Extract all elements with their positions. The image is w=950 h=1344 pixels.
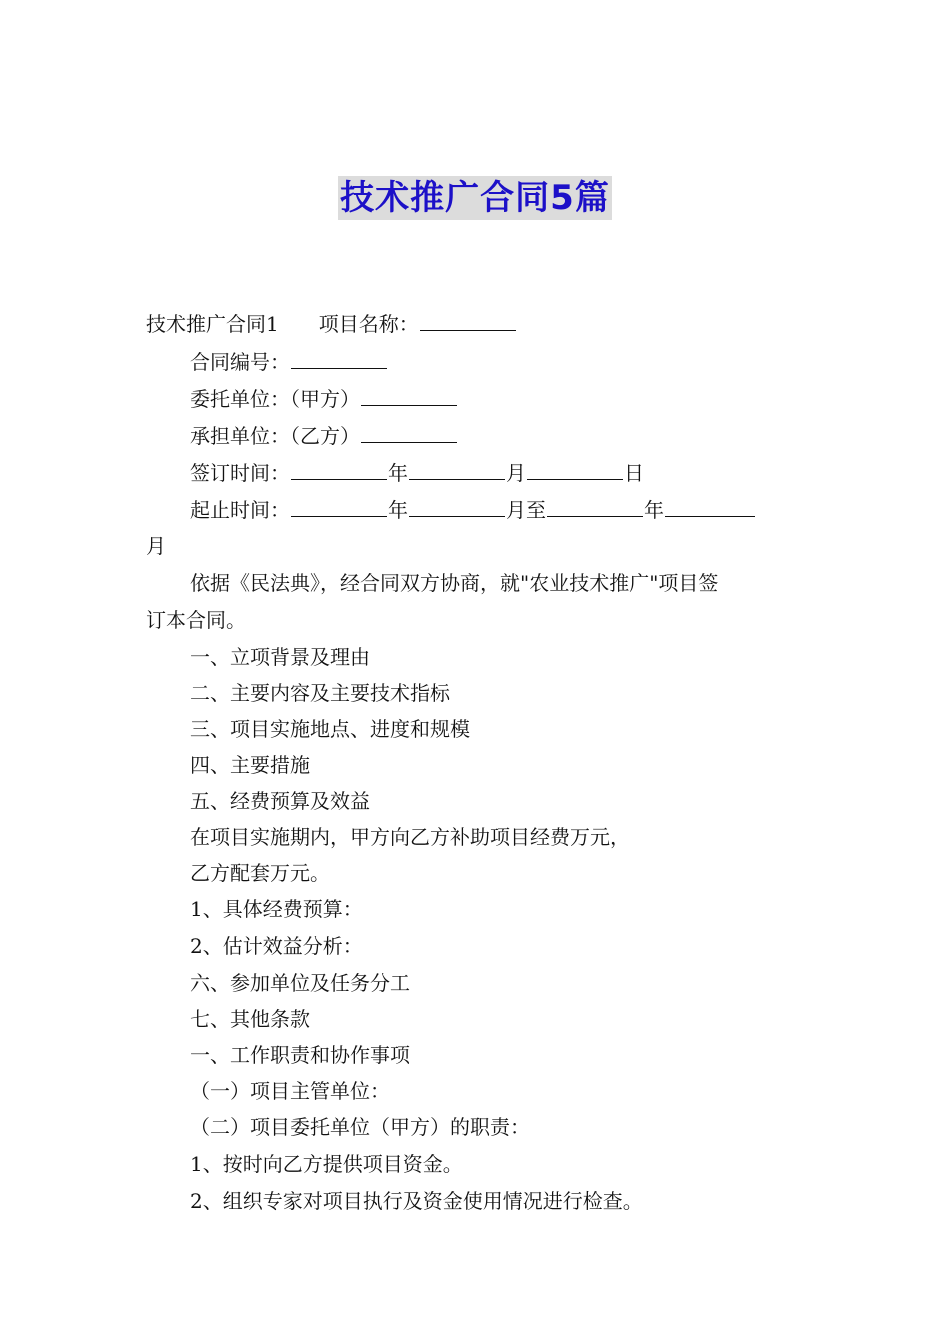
sign-year-blank xyxy=(291,457,387,480)
project-name-blank xyxy=(420,308,516,331)
sign-year-unit: 年 xyxy=(388,461,408,485)
fund-line1: 在项目实施期内，甲方向乙方补助项目经费万元， xyxy=(190,825,630,849)
duty-item-1: 1、按时向乙方提供项目资金。 xyxy=(190,1152,463,1176)
section-4: 四、主要措施 xyxy=(190,753,310,777)
sign-month-unit: 月 xyxy=(506,461,526,485)
duty-party-a: （二）项目委托单位（甲方）的职责： xyxy=(190,1115,530,1139)
period-month-end: 月 xyxy=(146,534,166,558)
duty-supervisor: （一）项目主管单位： xyxy=(190,1079,390,1103)
party-a-line xyxy=(190,383,458,413)
sign-day-blank xyxy=(527,457,623,480)
period-year1-blank xyxy=(291,494,387,517)
contract-heading: 技术推广合同1 xyxy=(146,312,279,336)
sign-month-blank xyxy=(409,457,505,480)
party-b-label: 承担单位：（乙方） xyxy=(190,424,360,448)
duty-item-2: 2、组织专家对项目执行及资金使用情况进行检查。 xyxy=(190,1189,643,1213)
party-a-label: 委托单位：（甲方） xyxy=(190,387,360,411)
section-7: 七、其他条款 xyxy=(190,1007,310,1031)
document-title: 技术推广合同5篇 xyxy=(340,178,610,218)
section-1: 一、立项背景及理由 xyxy=(190,645,370,669)
duty-heading: 一、工作职责和协作事项 xyxy=(190,1043,410,1067)
contract-no-blank xyxy=(291,346,387,369)
section-5: 五、经费预算及效益 xyxy=(190,789,370,813)
contract-no-label: 合同编号： xyxy=(190,350,290,374)
section-3: 三、项目实施地点、进度和规模 xyxy=(190,717,470,741)
contract-no-line xyxy=(190,346,388,376)
basis-paragraph-line2: 订本合同。 xyxy=(146,608,246,632)
header-line xyxy=(146,308,517,338)
section-6: 六、参加单位及任务分工 xyxy=(190,971,410,995)
project-name-label: 项目名称： xyxy=(318,312,419,336)
party-a-blank xyxy=(361,383,457,406)
basis-paragraph-line1: 依据《民法典》，经合同双方协商，就"农业技术推广"项目签 xyxy=(190,571,719,595)
sign-day-unit: 日 xyxy=(624,461,644,485)
sign-date-label: 签订时间： xyxy=(190,461,290,485)
period-year2-blank xyxy=(547,494,643,517)
sign-date-line xyxy=(190,457,644,487)
period-month1-blank xyxy=(409,494,505,517)
period-month2-blank xyxy=(665,494,755,517)
party-b-blank xyxy=(361,420,457,443)
period-year1-unit: 年 xyxy=(388,498,408,522)
budget-item-2: 2、估计效益分析： xyxy=(190,934,363,958)
budget-item-1: 1、具体经费预算： xyxy=(190,897,363,921)
party-b-line xyxy=(190,420,458,450)
section-2: 二、主要内容及主要技术指标 xyxy=(190,681,450,705)
period-year2-unit: 年 xyxy=(644,498,664,522)
period-line xyxy=(190,494,756,524)
document-title-wrap xyxy=(0,176,950,220)
period-label: 起止时间： xyxy=(190,498,290,522)
fund-line2: 乙方配套万元。 xyxy=(190,861,330,885)
period-month-to: 月至 xyxy=(506,498,546,522)
